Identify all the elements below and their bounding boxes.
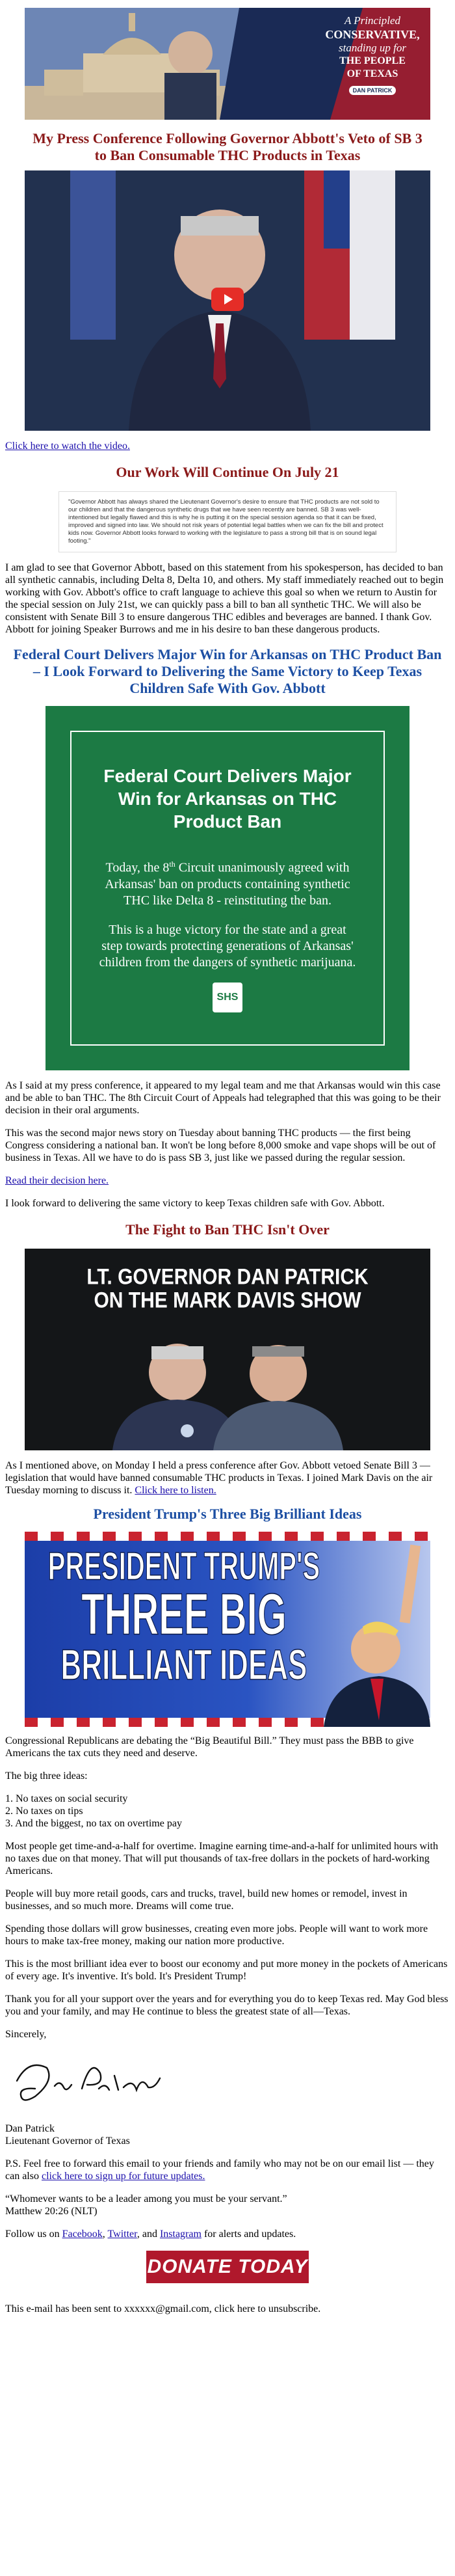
- bible-verse-ref: Matthew 20:26 (NLT): [5, 2206, 98, 2217]
- trump-graphic-line3: BRILLIANT IDEAS: [60, 1641, 307, 1689]
- arkansas-graphic-title: Federal Court Delivers Major Win for Arkansas on THC Product Ban: [103, 766, 352, 832]
- section5-p3: Spending those dollars will grow businesses, creating even more jobs. People will want to work more hours to make tax-free money, making our nation more productive.: [5, 1923, 428, 1947]
- banner-line1: A Principled: [344, 14, 401, 27]
- shs-badge-icon: SHS: [213, 983, 242, 1012]
- section5-p2: People will buy more retail goods, cars and trucks, travel, build new homes or remodel, invest in businesses, and so much more. Dreams will come true.: [5, 1888, 408, 1912]
- three-big-ideas-graphic: [25, 1532, 430, 1727]
- signature-image: [9, 2050, 455, 2115]
- section3-body1: As I said at my press conference, it appeared to my legal team and me that Arkansas would win this case and be able to ban THC. The 8th Circuit Court of Appeals had telegraphed that this was going to be their decision in their oral arguments.: [5, 1080, 441, 1116]
- section-title-trump-ideas: President Trump's Three Big Brilliant Ideas: [93, 1506, 362, 1522]
- signup-link[interactable]: click here to sign up for future updates.: [41, 2171, 205, 2182]
- banner-badge: DAN PATRICK: [349, 86, 396, 95]
- facebook-link[interactable]: Facebook: [62, 2229, 103, 2240]
- banner-line4: THE PEOPLE: [339, 55, 406, 66]
- section-title-press-conference: My Press Conference Following Governor Abbott's Veto of SB 3 to Ban Consumable THC Products in Texas: [32, 130, 422, 163]
- idea-item: 1. No taxes on social security: [5, 1793, 128, 1804]
- play-button-icon[interactable]: [211, 288, 244, 311]
- closing-sincerely: Sincerely,: [5, 2029, 47, 2040]
- postscript: P.S. Feel free to forward this email to your friends and family who may not be on our email list — they can also click here to sign up for future updates.: [5, 2158, 434, 2182]
- section-title-arkansas: Federal Court Delivers Major Win for Arkansas on THC Product Ban – I Look Forward to Delivering the Same Victory to Keep Texas Children Safe With Gov. Abbott: [13, 646, 442, 696]
- section5-p1: Most people get time-and-a-half for overtime. Imagine earning time-and-a-half for unlimited hours with no taxes due on that money. That will put thousands of tax-free dollars in the pockets of hard-working Americans.: [5, 1841, 438, 1877]
- trump-graphic-line1: PRESIDENT TRUMP'S: [47, 1545, 320, 1588]
- banner-line2: CONSERVATIVE,: [325, 28, 420, 41]
- arkansas-graphic-paragraph1: Today, the 8th Circuit unanimously agreed with Arkansas' ban on products containing synthetic THC like Delta 8 - reinstituting the ban.: [105, 860, 350, 908]
- section-title-work-continues: Our Work Will Continue On July 21: [116, 464, 339, 480]
- section3-body3: I look forward to delivering the same victory to keep Texas children safe with Gov. Abbott.: [5, 1198, 385, 1209]
- arkansas-graphic-paragraph2: This is a huge victory for the state and a great step towards protecting generations of Arkansas' children from the dangers of synthetic marijuana.: [99, 922, 356, 969]
- twitter-link[interactable]: Twitter: [107, 2229, 137, 2240]
- section3-body2: This was the second major news story on Tuesday about banning THC products — the first being Congress considering a national ban. It won't be long before 8,000 smoke and vape shops will be out of business in Texas. All we have to do is pass SB 3, just like we passed during the regular session.: [5, 1128, 436, 1163]
- section-title-fight: The Fight to Ban THC Isn't Over: [125, 1221, 330, 1238]
- section2-body: I am glad to see that Governor Abbott, based on this statement from his spokesperson, has decided to ban all synthetic cannabis, including Delta 8, Delta 10, and others. My staff immediately reached out to begin working with Gov. Abbott's office to craft language to achieve this goal so when we return to Austin for the special session on July 21st, we can quickly pass a bill to ban all synthetic THC. We will also be consistent with Senate Bill 3 to ensure dangerous THC edibles and beverages are banned. I thank Gov. Abbott for joining Speaker Burrows and me in his desire to ban these dangerous products.: [5, 562, 444, 635]
- video-thumbnail[interactable]: [25, 170, 430, 431]
- banner-line3: standing up for: [339, 42, 406, 54]
- arkansas-graphic: [46, 706, 410, 1070]
- section5-intro: Congressional Republicans are debating the “Big Beautiful Bill.” They must pass the BBB to give Americans the tax cuts they need and deserve.: [5, 1735, 414, 1759]
- listen-link[interactable]: Click here to listen.: [135, 1485, 216, 1496]
- follow-us: Follow us on Facebook, Twitter, and Instagram for alerts and updates.: [5, 2229, 296, 2240]
- unsubscribe-footer[interactable]: This e-mail has been sent to xxxxxx@gmail.com, click here to unsubscribe.: [5, 2303, 321, 2314]
- instagram-link[interactable]: Instagram: [159, 2229, 202, 2240]
- radio-graphic-line1: LT. GOVERNOR DAN PATRICK: [86, 1264, 369, 1290]
- mark-davis-show-graphic: [25, 1249, 430, 1450]
- idea-item: 2. No taxes on tips: [5, 1806, 83, 1817]
- banner-line5: OF TEXAS: [346, 68, 398, 79]
- watch-video-link[interactable]: Click here to watch the video.: [5, 441, 130, 452]
- section5-p4: This is the most brilliant idea ever to boost our economy and put more money in the pockets of Americans of every age. It's inventive. It's bold. It's President Trump!: [5, 1959, 448, 1982]
- radio-graphic-line2: ON THE MARK DAVIS SHOW: [94, 1288, 361, 1313]
- idea-item: 3. And the biggest, no tax on overtime pay: [5, 1818, 182, 1829]
- donate-button[interactable]: DONATE TODAY: [146, 2251, 309, 2283]
- ideas-label: The big three ideas:: [5, 1770, 88, 1782]
- bible-verse: “Whomever wants to be a leader among you must be your servant.”: [5, 2193, 287, 2204]
- section4-body: As I mentioned above, on Monday I held a press conference after Gov. Abbott vetoed Senate Bill 3 — legislation that would have banned consumable THC products in Texas. I joined Mark Davis on the air Tuesday morning to discuss it. Click here to listen.: [5, 1460, 433, 1496]
- read-decision-link[interactable]: Read their decision here.: [5, 1175, 109, 1186]
- signer-name: Dan Patrick: [5, 2123, 55, 2134]
- header-banner: [25, 8, 430, 120]
- closing-thanks: Thank you for all your support over the years and for everything you do to keep Texas red. May God bless you and your family, and may He continue to bless the greatest state of all—Texas.: [5, 1994, 448, 2017]
- statement-quote: "Governor Abbott has always shared the Lieutenant Governor's desire to ensure that THC products are not sold to our children and that the dangerous synthetic drugs that we have seen recently are banned. SB 3 was well-intentioned but legally flawed and this is why he is putting it on the special session agenda so that it can be fixed, improved and signed into law. We should not risk years of potential legal battles when we can fix the bill and protect kids now. Governor Abbott looks forward to working with the legislature to pass a strong bill that is on sound legal footing.": [58, 491, 396, 552]
- trump-graphic-line2: THREE BIG: [81, 1581, 287, 1647]
- signer-role: Lieutenant Governor of Texas: [5, 2135, 130, 2147]
